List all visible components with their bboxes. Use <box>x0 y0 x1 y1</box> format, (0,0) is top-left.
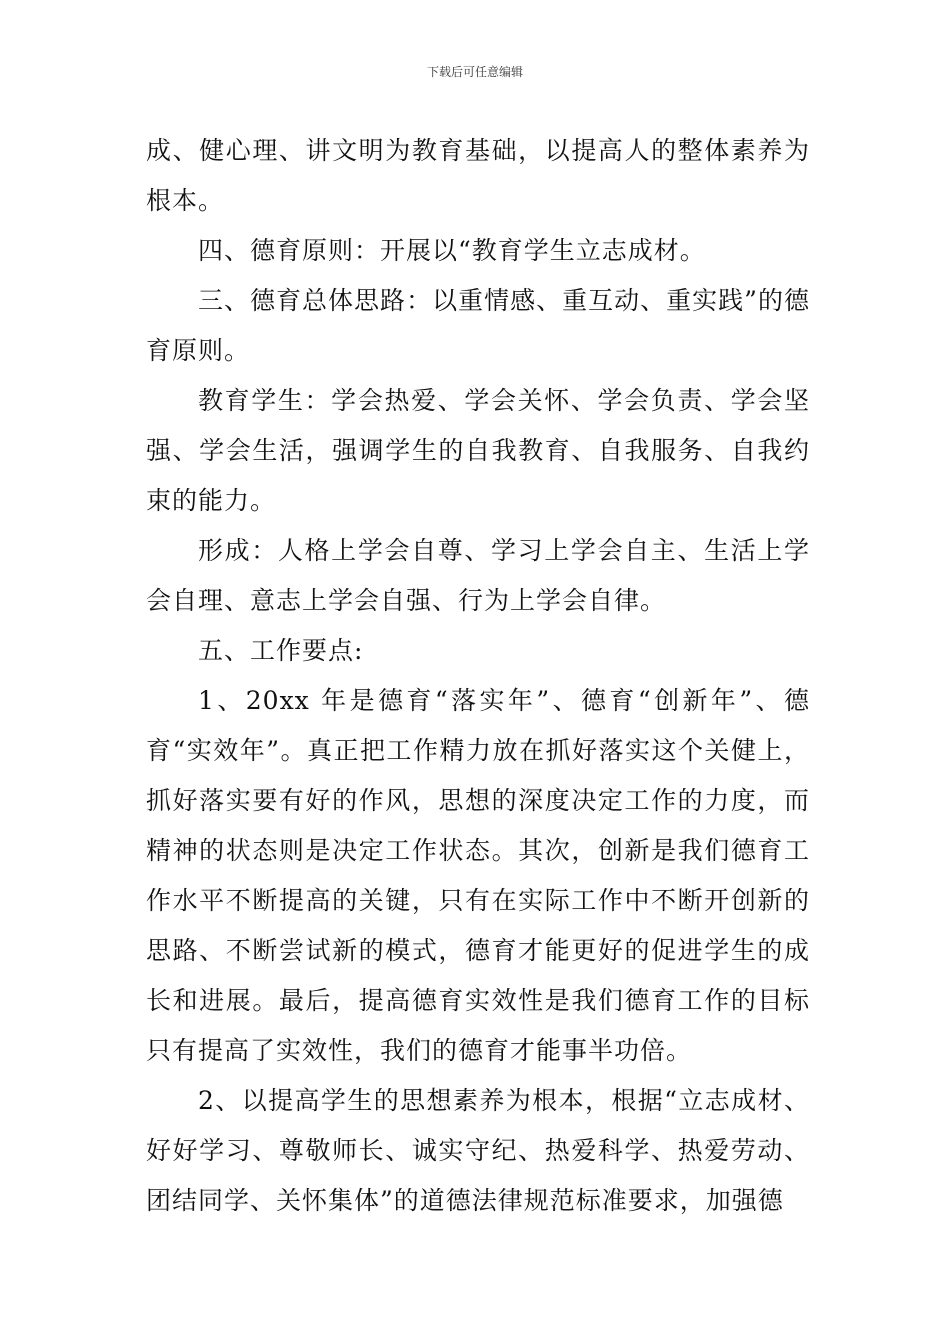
paragraph-educate-students: 教育学生：学会热爱、学会关怀、学会负责、学会坚强、学会生活，强调学生的自我教育、自我服务、自我约束的能力。 <box>146 386 810 515</box>
document-body <box>146 126 810 1226</box>
paragraph-continuation: 成、健心理、讲文明为教育基础，以提高人的整体素养为根本。 <box>146 136 810 215</box>
paragraph-overall-approach: 三、德育总体思路：以重情感、重互动、重实践”的德育原则。 <box>146 286 810 365</box>
paragraph-work-point-1: 1、20xx 年是德育“落实年”、德育“创新年”、德育“实效年”。真正把工作精力放在抓好落实这个关健上，抓好落实要有好的作风，思想的深度决定工作的力度，而精神的状态则是决定工作状态。其次，创新是我们德育工作水平不断提高的关键，只有在实际工作中不断开创新的思路、不断尝试新的模式，德育才能更好的促进学生的成长和进展。最后，提高德育实效性是我们德育工作的目标只有提高了实效性，我们的德育才能事半功倍。 <box>146 686 810 1065</box>
paragraph-work-points-heading: 五、工作要点: <box>198 636 364 665</box>
paragraph-principle-heading: 四、德育原则：开展以“教育学生立志成材。 <box>198 236 706 265</box>
paragraph-work-point-2: 2、以提高学生的思想素养为根本，根据“立志成材、好好学习、尊敬师长、诚实守纪、热爱科学、热爱劳动、团结同学、关怀集体”的道德法律规范标准要求，加强德 <box>146 1086 810 1215</box>
page-header: 下载后可任意编辑 <box>426 65 523 79</box>
paragraph-formation: 形成：人格上学会自尊、学习上学会自主、生活上学会自理、意志上学会自强、行为上学会自律。 <box>146 536 810 615</box>
